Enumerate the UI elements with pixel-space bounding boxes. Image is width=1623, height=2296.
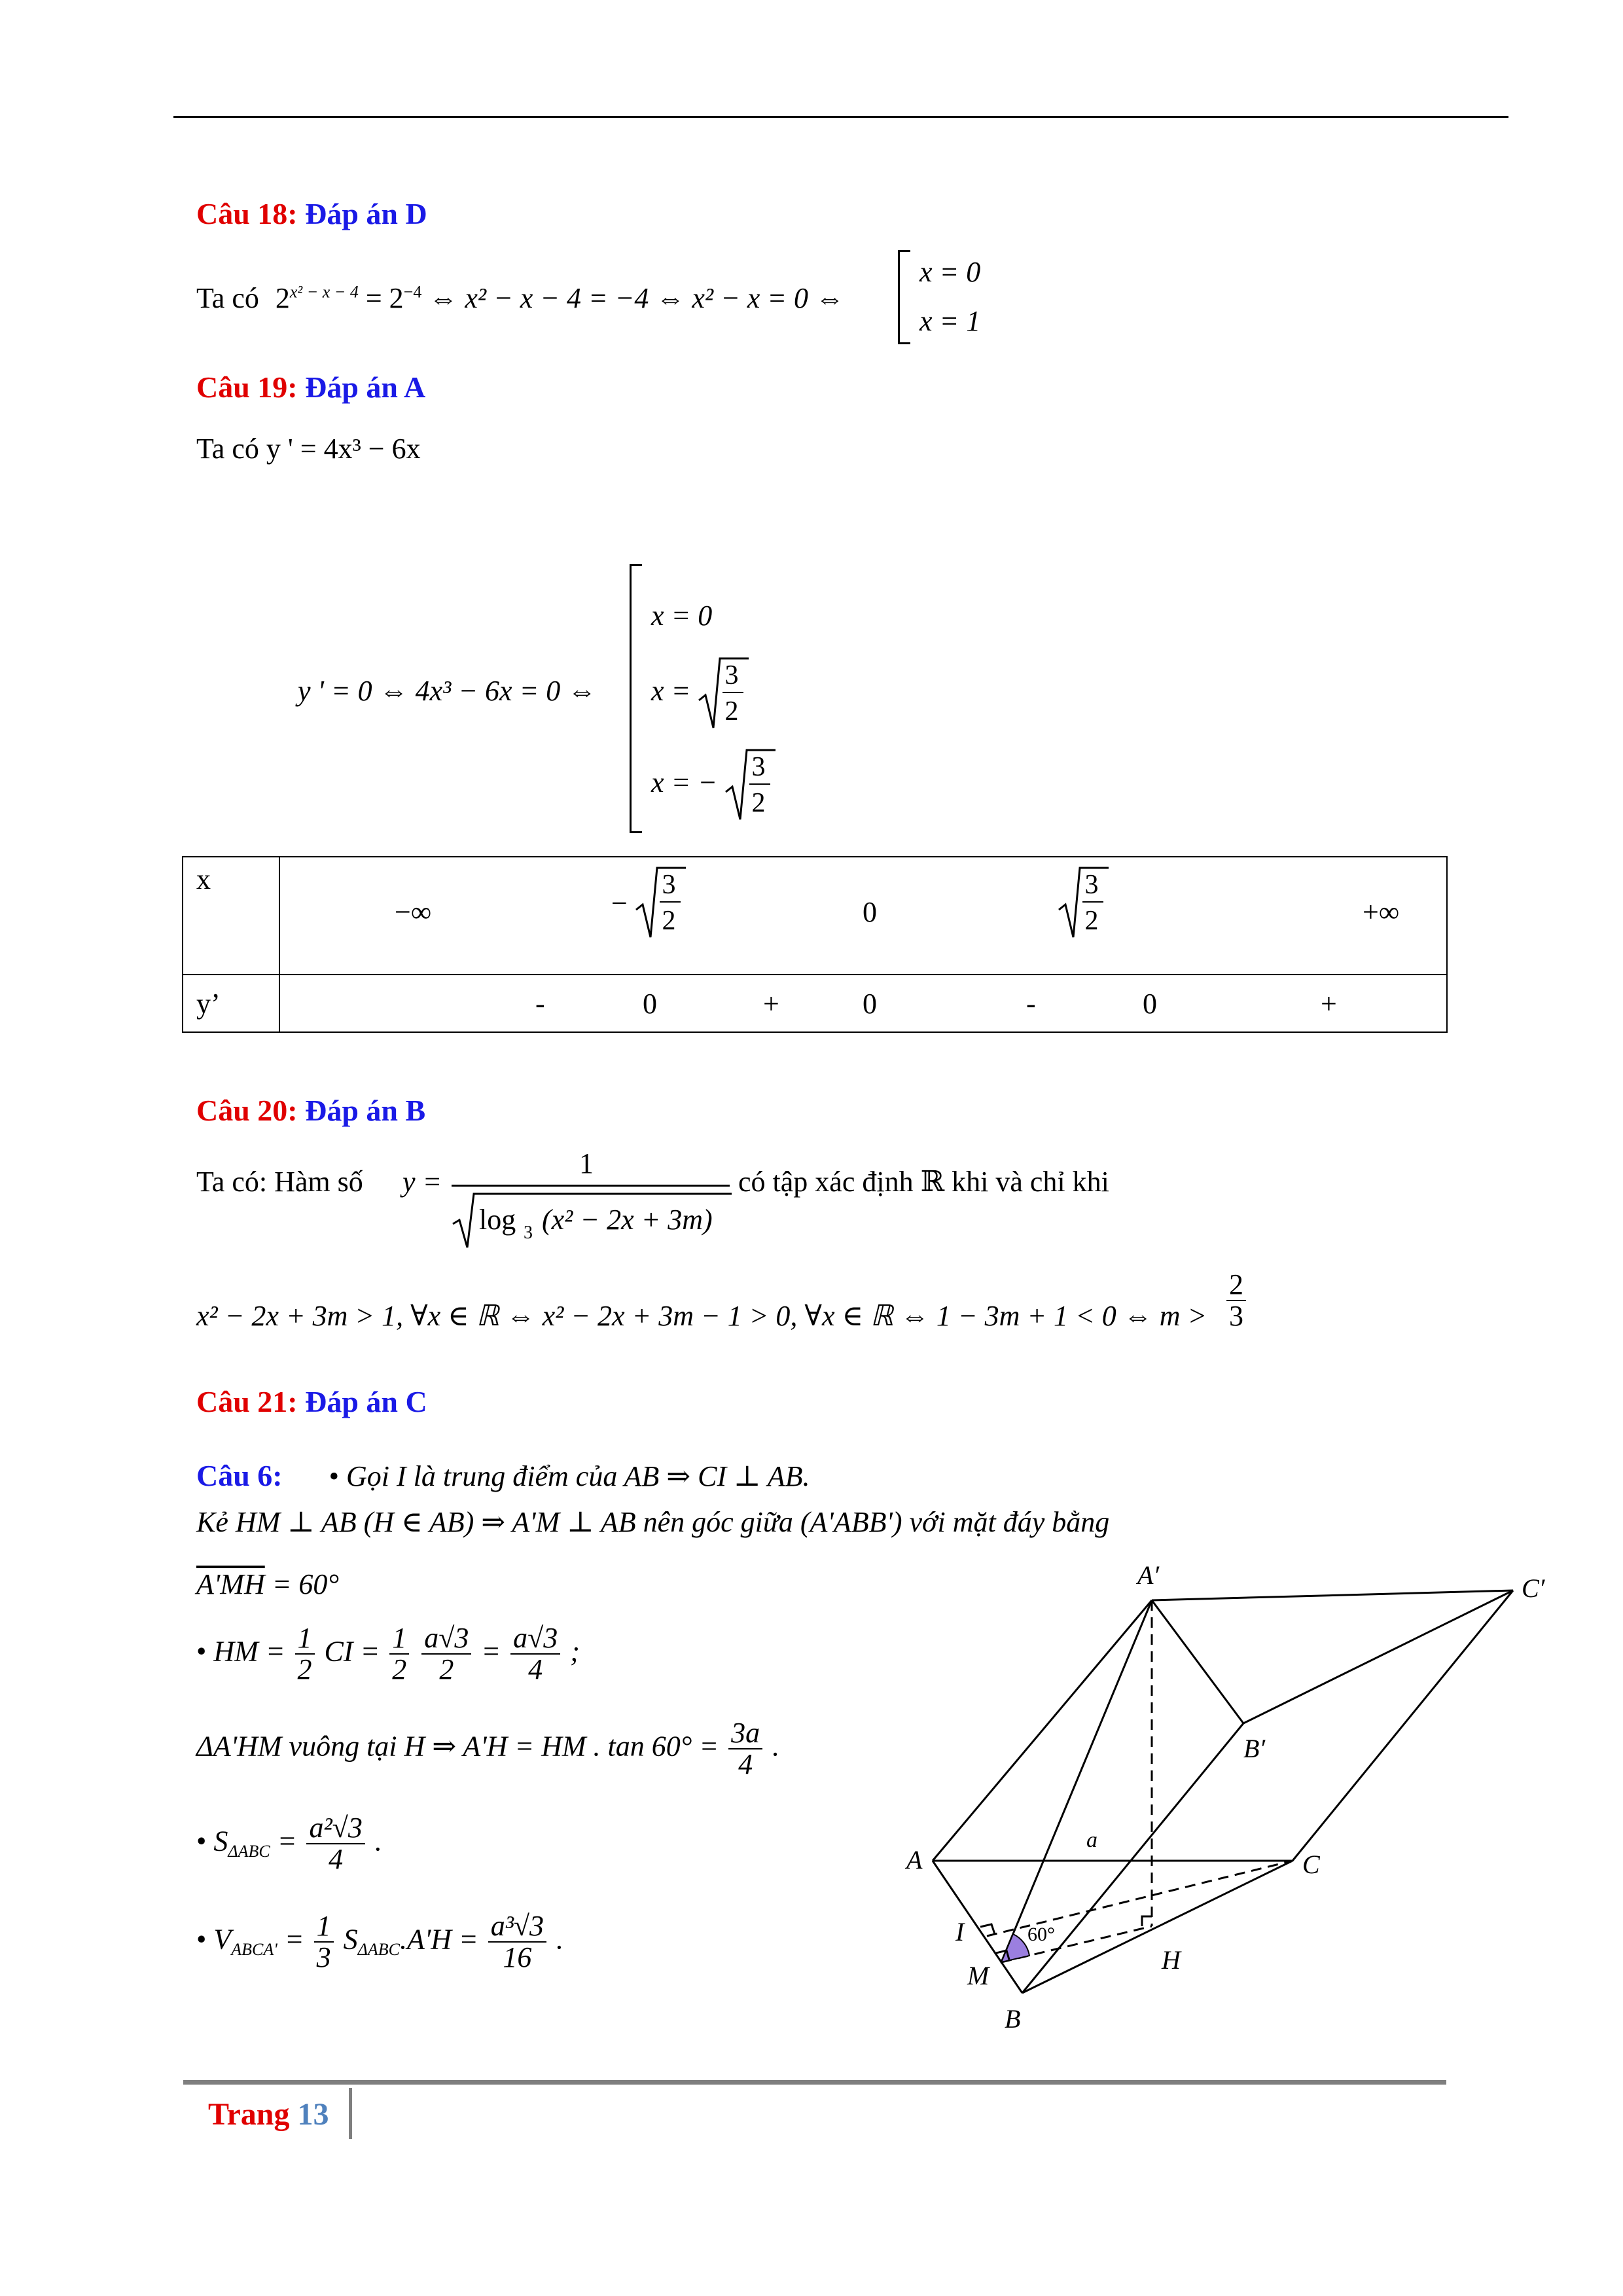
bullet: • (329, 1460, 340, 1492)
q21-v-den: 16 (503, 1941, 532, 1974)
q20-tail: có tập xác định ℝ khi và chỉ khi (738, 1166, 1109, 1198)
q21-hm-left: HM = (213, 1635, 285, 1668)
q20-line2-frac (1224, 1270, 1249, 1331)
q21-line2: Kẻ HM ⊥ AB (H ∈ AB) ⇒ A'M ⊥ AB nên góc giữa (A'ABB') với mặt đáy bằng (196, 1506, 1110, 1538)
sqrt-symbol (724, 746, 777, 825)
table-neg-num: 3 (662, 870, 676, 900)
pos-infinity: +∞ (1363, 896, 1400, 928)
neg-infinity: −∞ (395, 896, 432, 928)
q21-hm-f3-den: 2 (439, 1653, 454, 1686)
q19-derivative: Ta có y ' = 4x³ − 6x (196, 433, 421, 465)
q21-v-mid: S (343, 1923, 358, 1956)
edge-bprime-b (1022, 1723, 1243, 1993)
label-c-prime: C′ (1522, 1573, 1545, 1603)
q20-line2-den: 3 (1229, 1300, 1243, 1333)
q21-v-left: V (213, 1923, 232, 1956)
fraction (314, 1911, 334, 1973)
q19-case3-pre: x = − (651, 766, 717, 799)
q19-case2 (651, 655, 750, 733)
q20-heading (196, 1093, 425, 1128)
q18-answer: Đáp án D (305, 197, 427, 230)
label-b: B (1005, 2004, 1021, 2034)
q20-y-eq: y = (402, 1166, 442, 1198)
fraction (488, 1911, 546, 1973)
edge-aprime-cprime (1152, 1590, 1513, 1600)
q20-log-base: 3 (524, 1223, 533, 1243)
footer-number: 13 (297, 2097, 329, 2132)
q21-hm-f1-num: 1 (295, 1623, 315, 1655)
sqrt-symbol (1058, 864, 1110, 942)
q21-angle (196, 1568, 339, 1601)
page-number (208, 2096, 329, 2132)
q19-case2-num: 3 (724, 660, 739, 691)
bullet: • (196, 1923, 207, 1956)
q18-case2: x = 1 (919, 305, 981, 337)
q21-s-left: S (213, 1825, 228, 1857)
q19-case2-pre: x = (651, 675, 691, 708)
fraction (510, 1623, 560, 1685)
q18-equation (196, 281, 844, 315)
q19-answer: Đáp án A (305, 370, 426, 404)
sign-1: - (535, 988, 545, 1020)
table-pos-den: 2 (1084, 906, 1099, 936)
q21-hm-f1-den: 2 (297, 1653, 312, 1686)
q21-tri-den: 4 (738, 1748, 753, 1781)
q21-v-end: . (556, 1923, 564, 1956)
q18-rest-exp: −4 (403, 282, 422, 302)
pos-sqrt-value (1058, 864, 1110, 942)
q18-ta-co: Ta có (196, 282, 259, 314)
footer-divider (349, 2088, 352, 2139)
q21-label: Câu 21: (196, 1385, 298, 1418)
q20-line2-num: 2 (1226, 1270, 1246, 1301)
q21-s-den: 4 (329, 1843, 344, 1876)
bullet: • (196, 1635, 207, 1668)
sqrt-symbol (635, 864, 687, 942)
q21-hm-mid: CI = (324, 1635, 380, 1668)
q18-rest: = 2 (365, 282, 404, 314)
q21-tri-num: 3a (728, 1718, 762, 1749)
fraction (421, 1623, 471, 1685)
label-side-a: a (1086, 1828, 1097, 1852)
table-row (183, 857, 1447, 975)
q21-hm-f2-den: 2 (392, 1653, 407, 1686)
edge-cprime-c (1293, 1590, 1513, 1861)
zero-value: 0 (863, 896, 877, 928)
q21-line1 (196, 1458, 810, 1493)
q21-hm-end: ; (570, 1635, 580, 1668)
q18-case1: x = 0 (919, 256, 981, 288)
q21-answer: Đáp án C (305, 1385, 427, 1418)
edge-b-c (1022, 1861, 1293, 1993)
sign-6: 0 (1143, 988, 1157, 1020)
q19-eq-left: y ' = 0 ⇔ 4x³ − 6x = 0 ⇔ (298, 675, 597, 707)
label-m: M (967, 1961, 990, 1990)
q21-s-end: . (374, 1825, 382, 1857)
label-c: C (1302, 1850, 1320, 1879)
q21-v-sub: ABCA' (231, 1940, 277, 1960)
right-angle-h-icon (1142, 1916, 1152, 1926)
prism-figure (877, 1551, 1551, 2036)
q20-arg: (x² − 2x + 3m) (542, 1204, 713, 1236)
q19-heading (196, 370, 425, 404)
segment-aprime-m (1001, 1600, 1152, 1962)
bullet: • (196, 1825, 207, 1857)
q19-label: Câu 19: (196, 370, 298, 404)
q21-hm-eq: = (481, 1635, 501, 1668)
edge-bprime-cprime (1243, 1590, 1513, 1723)
q20-log: log (479, 1204, 516, 1236)
q21-hm-f2-num: 1 (389, 1623, 409, 1655)
q20-num: 1 (579, 1147, 594, 1179)
sign-2: 0 (643, 988, 657, 1020)
sign-7: + (1321, 988, 1337, 1020)
edge-aprime-bprime (1152, 1600, 1243, 1723)
sqrt-symbol (698, 655, 750, 733)
q20-label: Câu 20: (196, 1094, 298, 1127)
q21-tri-end: . (772, 1730, 780, 1763)
q21-angle-name: A'MH (196, 1568, 265, 1600)
table-row-x-label: x (183, 857, 279, 975)
q21-sub-label: Câu 6: (196, 1459, 283, 1492)
q21-hm-f4-num: a√3 (510, 1623, 560, 1655)
q21-s-num: a²√3 (306, 1813, 365, 1844)
q19-case1: x = 0 (651, 600, 713, 632)
q19-case3-num: 3 (751, 752, 766, 782)
q21-v-f-den: 3 (316, 1941, 331, 1974)
q21-heading (196, 1384, 427, 1419)
q21-v-mid-sub: ΔABC (357, 1940, 400, 1960)
q21-angle-value: = 60° (272, 1568, 340, 1600)
q21-line1-text: Gọi I là trung điểm của AB ⇒ CI ⊥ AB. (346, 1460, 810, 1492)
q20-fraction-bar (452, 1185, 730, 1187)
fraction (295, 1623, 315, 1685)
q18-exp: x² − x − 4 (289, 282, 359, 302)
q21-v-eq: = (284, 1923, 304, 1956)
q18-label: Câu 18: (196, 197, 298, 230)
neg-sqrt-value (611, 864, 687, 942)
variation-table (182, 856, 1448, 1033)
q18-base: 2 (275, 282, 290, 314)
label-a: A (906, 1845, 923, 1874)
footer-word: Trang (208, 2097, 290, 2132)
q21-s-line (196, 1813, 382, 1874)
q19-bracket (630, 564, 642, 833)
q21-hm-f3-num: a√3 (421, 1623, 471, 1655)
label-angle: 60° (1027, 1924, 1055, 1945)
q21-s-sub: ΔABC (228, 1842, 270, 1861)
fraction (306, 1813, 365, 1874)
sign-3: + (763, 988, 779, 1020)
table-row-y-label: y’ (183, 975, 279, 1032)
q20-denominator (452, 1191, 733, 1250)
footer-rule (183, 2080, 1446, 2085)
q20-line2: x² − 2x + 3m > 1, ∀x ∈ ℝ ⇔ x² − 2x + 3m − 1 > 0, ∀x ∈ ℝ ⇔ 1 − 3m + 1 < 0 ⇔ m > (196, 1300, 1207, 1332)
angle-60-mark (1001, 1934, 1029, 1962)
fraction (389, 1623, 409, 1685)
table-pos-num: 3 (1084, 870, 1099, 900)
q20-answer: Đáp án B (305, 1094, 426, 1127)
q21-v-f-num: 1 (314, 1911, 334, 1943)
q21-hm-line (196, 1623, 580, 1685)
label-i: I (955, 1917, 965, 1946)
edge-aprime-a (933, 1600, 1152, 1861)
q19-case3-den: 2 (751, 788, 766, 818)
table-row (183, 975, 1447, 1032)
table-neg-den: 2 (662, 906, 676, 936)
q20-intro: Ta có: Hàm số (196, 1166, 363, 1198)
q21-tri-line (196, 1718, 779, 1780)
q21-v-line (196, 1911, 563, 1973)
q21-s-eq: = (277, 1825, 297, 1857)
q21-tri-text: ΔA'HM vuông tại H ⇒ A'H = HM . tan 60° = (196, 1730, 719, 1763)
table-row-y-values (279, 975, 1447, 1032)
table-row-x-values (279, 857, 1447, 975)
q19-case3 (651, 746, 777, 825)
fraction (1226, 1270, 1246, 1331)
q18-chain: ⇔ x² − x − 4 = −4 ⇔ x² − x = 0 ⇔ (429, 282, 844, 314)
q21-v-num: a³√3 (488, 1911, 546, 1943)
fraction (728, 1718, 762, 1780)
right-angle-i-icon (980, 1924, 995, 1934)
q21-hm-f4-den: 4 (528, 1653, 543, 1686)
q18-heading (196, 196, 427, 231)
sign-4: 0 (863, 988, 877, 1020)
q18-bracket (898, 250, 910, 344)
sign-5: - (1026, 988, 1036, 1020)
header-rule (173, 116, 1508, 118)
minus-sign: − (611, 887, 628, 920)
q19-case2-den: 2 (724, 696, 739, 726)
label-h: H (1162, 1945, 1181, 1975)
label-a-prime: A′ (1137, 1560, 1160, 1590)
q21-v-mid2: .A'H = (399, 1923, 478, 1956)
label-b-prime: B′ (1243, 1734, 1266, 1763)
